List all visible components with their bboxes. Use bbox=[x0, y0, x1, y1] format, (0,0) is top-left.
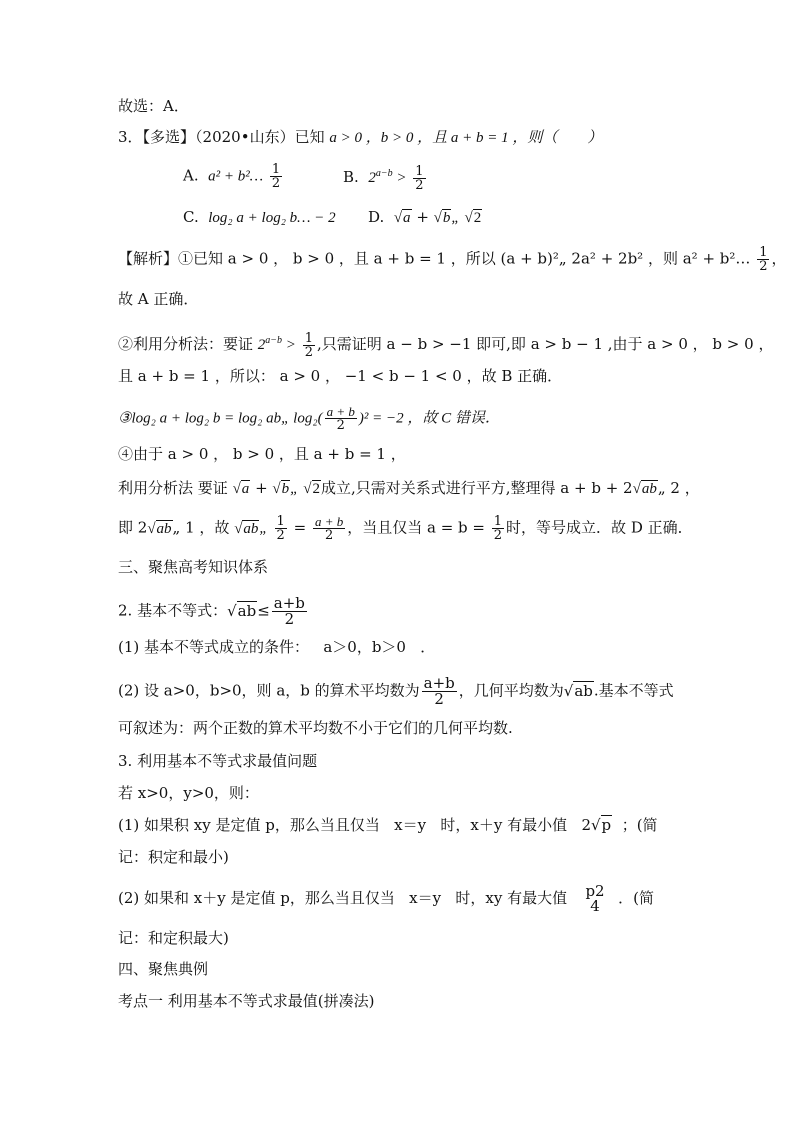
analysis-2: ②利用分析法：要证 $2^{a-b}$ > $\frac{1}{2}$ ,只需证明 a − b > −1 即可,即 a > b − 1 ,由于 a > 0 ， b > 0 ， bbox=[118, 330, 774, 360]
extremum-1-cont: 记：积定和最小) bbox=[118, 848, 229, 866]
key-point-1: 考点一 利用基本不等式求最值(拼凑法) bbox=[118, 992, 375, 1010]
option-b: B. $2^{a-b}$ > $\frac{1}{2}$ bbox=[343, 163, 424, 193]
analysis-4-b: 利用分析法 要证 √a + √b„ √2成立,只需对关系式进行平方,整理得 a + b + 2√ab„ 2 ， bbox=[118, 479, 700, 497]
option-d: D. √a + √b„ √2 bbox=[368, 208, 482, 226]
condition-line: (1) 基本不等式成立的条件： a＞0，b＞0 ． bbox=[118, 638, 436, 656]
option-a: A. a² + b²… $\frac{1}{2}$ bbox=[183, 162, 281, 191]
analysis-4: ④由于 a > 0 ， b > 0 ，且 a + b = 1 ， bbox=[118, 445, 406, 463]
analysis-4-c: 即 2√ab„ 1 ，故 √ab„ $\frac{1}{2}$ = $\frac{a + b}{2}$ ，当且仅当 a = b = $\frac{1}{2}$ 时，等号成立．故 D 正确． bbox=[118, 514, 693, 543]
extremum-if: 若 x>0，y>0，则： bbox=[118, 784, 259, 802]
extremum-2: (2) 如果和 x＋y 是定值 p，那么当且仅当 x＝y 时，xy 有最大值 p2 4 ．(简 bbox=[118, 882, 654, 915]
analysis-1: 【解析】①已知 a > 0 ， b > 0 ，且 a + b = 1 ，所以 (a + b)²„ 2a² + 2b² ，则 a² + b²… $\frac{1}{2}$ ， bbox=[118, 245, 787, 274]
extremum-heading: 3. 利用基本不等式求最值问题 bbox=[118, 752, 318, 770]
answer-line: 故选：A． bbox=[118, 97, 189, 115]
question-3: 3．【多选】（2020•山东）已知 a > 0 ，b > 0 ，且 a + b = 1 ，则（ ） bbox=[118, 128, 603, 146]
extremum-1: (1) 如果积 xy 是定值 p，那么当且仅当 x＝y 时，x＋y 有最小值 2√p ；(简 bbox=[118, 816, 658, 834]
extremum-2-cont: 记：和定积最大) bbox=[118, 929, 229, 947]
analysis-3: ③log₂ a + log₂ b = log₂ ab„ log₂( $\frac{a + b}{2}$ )² = −2 ，故 C 错误． bbox=[118, 404, 500, 433]
section-3-heading: 三、聚焦高考知识体系 bbox=[118, 558, 269, 576]
basic-inequality: 2. 基本不等式：√ab≤ $\frac{a+b}{2}$ bbox=[118, 594, 305, 628]
section-4-heading: 四、聚焦典例 bbox=[118, 960, 209, 978]
analysis-1-conclusion: 故 A 正确． bbox=[118, 290, 199, 308]
means-line: (2) 设 a>0，b>0，则 a，b 的算术平均数为 $\frac{a+b}{2}$ ，几何平均数为√ab.基本不等式 bbox=[118, 674, 674, 708]
analysis-2-cont: 且 a + b = 1 ，所以： a > 0 ， −1 < b − 1 < 0 ，故 B 正确． bbox=[118, 367, 563, 385]
means-line-cont: 可叙述为：两个正数的算术平均数不小于它们的几何平均数. bbox=[118, 719, 513, 737]
option-c: C. log₂ a + log₂ b… − 2 bbox=[183, 208, 336, 226]
